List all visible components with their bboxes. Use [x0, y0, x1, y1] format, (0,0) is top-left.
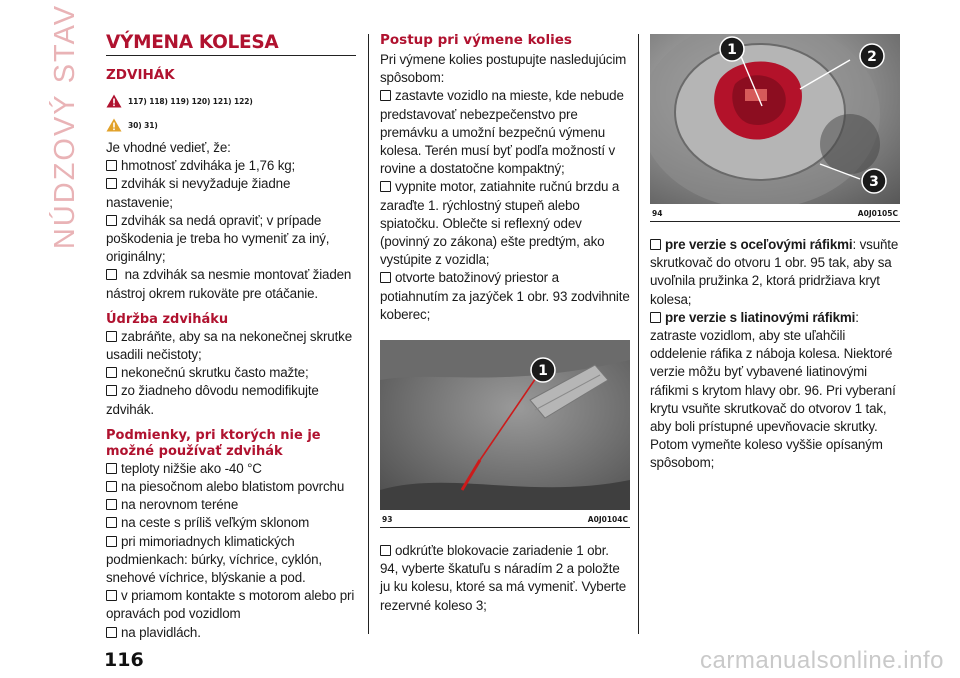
list-item: zabráňte, aby sa na nekonečnej skrutke usadili nečistoty;	[106, 328, 353, 363]
figure-number: 93	[382, 515, 393, 525]
warning-note	[106, 93, 356, 109]
column-divider-2	[638, 34, 639, 634]
procedure-list	[380, 87, 630, 324]
caution-refs: 30) 31)	[128, 120, 158, 130]
page-number: 116	[104, 649, 144, 671]
figure-93-callout: 1	[538, 363, 548, 380]
list-item: otvorte batožinový priestor a potiahnutím za jazýček 1 obr. 93 zodvihnite koberec;	[380, 270, 630, 322]
list-item: nekonečnú skrutku často mažte;	[106, 364, 356, 382]
warning-triangle-icon	[106, 94, 122, 108]
list-item: pre verzie s liatinovými ráfikmi: zatraste vozidlom, aby ste uľahčili oddelenie ráfika z náboja kolesa. Niektoré verzie môžu byť vybavené liatinovými ráfikmi s krytom hlavy obr. 96. Pri vyberaní krytu vsuňte skrutkovač do otvorov 1 tak, aby boli prístupné upevňovacie skrutky. Potom vymeňte koleso vyššie opísaným spôsobom;	[650, 309, 896, 471]
figure-94	[650, 34, 900, 222]
checkbox-bullet-icon	[106, 385, 117, 396]
procedure-intro: Pri výmene kolies postupujte nasledujúcim spôsobom:	[380, 52, 627, 86]
checkbox-bullet-icon	[106, 590, 117, 601]
checkbox-bullet-icon	[106, 269, 117, 280]
list-item: v priamom kontakte s motorom alebo pri opravách pod vozidlom	[106, 588, 355, 622]
figure-94-image	[650, 34, 900, 204]
jack-facts-list	[106, 157, 356, 303]
checkbox-bullet-icon	[106, 160, 117, 171]
list-item: zdvihák sa nedá opraviť; v prípade poškodenia je treba ho vymeniť za iný, originálny;	[106, 212, 330, 265]
figure-93-caption	[380, 510, 630, 527]
list-item: na piesočnom alebo blatistom povrchu	[106, 478, 356, 496]
figure-94-caption	[650, 204, 900, 221]
maintenance-heading: Údržba zdviháku	[106, 311, 229, 327]
caution-triangle-icon	[106, 118, 122, 132]
list-item: teploty nižšie ako -40 °C	[106, 460, 356, 478]
conditions-heading: Podmienky, pri ktorých nie je možné používať zdvihák	[106, 427, 321, 459]
list-item: na nerovnom teréne	[106, 496, 356, 514]
list-item: na plavidlách.	[106, 624, 356, 642]
checkbox-bullet-icon	[106, 178, 117, 189]
column-3	[650, 34, 900, 473]
intro-text: Je vhodné vedieť, že:	[106, 140, 231, 155]
procedure-heading: Postup pri výmene kolies	[380, 32, 572, 48]
checkbox-bullet-icon	[106, 627, 117, 638]
side-tab	[46, 3, 86, 249]
checkbox-bullet-icon	[106, 536, 117, 547]
carpet-tab-illustration	[380, 340, 630, 510]
list-item: zo žiadneho dôvodu nemodifikujte zdvihák.	[106, 383, 319, 417]
column-1	[106, 30, 356, 642]
list-item: pre verzie s oceľovými ráfikmi: vsuňte skrutkovač do otvoru 1 obr. 95 tak, aby sa uvoľnila pružinka 2, ktorá pridržiava kryt kolesa;	[650, 237, 899, 307]
checkbox-bullet-icon	[106, 517, 117, 528]
section-subtitle: ZDVIHÁK	[106, 67, 175, 83]
maintenance-list	[106, 328, 356, 419]
figure-code: A0J0105C	[857, 209, 898, 218]
figure-93	[380, 340, 630, 528]
figure-number: 94	[652, 209, 663, 218]
list-item: zdvihák si nevyžaduje žiadne nastavenie;	[106, 176, 291, 210]
checkbox-bullet-icon	[380, 545, 391, 556]
checkbox-bullet-icon	[650, 312, 661, 323]
list-item: pri mimoriadnych klimatických podmienkach: búrky, víchrice, cyklón, snehové víchrice, blýskanie a pod.	[106, 533, 322, 586]
list-item: hmotnosť zdviháka je 1,76 kg;	[106, 157, 356, 175]
list-item: zastavte vozidlo na mieste, kde nebude predstavovať nebezpečenstvo pre premávku a umožní bezpečnú výmenu kolesa. Terén musí byť podľa možností v rovine a dostatočne kompaktný;	[380, 88, 624, 177]
figure-93-image	[380, 340, 630, 510]
checkbox-bullet-icon	[106, 499, 117, 510]
figure-94-callout-3: 3	[869, 174, 879, 190]
list-item: na zdvihák sa nesmie montovať žiaden nástroj okrem rukoväte pre otáčanie.	[106, 267, 352, 301]
checkbox-bullet-icon	[380, 272, 391, 283]
list-item: odkrúťte blokovacie zariadenie 1 obr. 94, vyberte škatuľu s náradím 2 a položte ju ku kolesu, ktoré sa má vymeniť. Vyberte rezervné koleso 3;	[380, 543, 627, 613]
checkbox-bullet-icon	[106, 215, 117, 226]
figure-code: A0J0104C	[587, 515, 628, 525]
spare-wheel-illustration	[650, 34, 900, 204]
watermark: carmanualsonline.info	[700, 647, 944, 674]
checkbox-bullet-icon	[106, 481, 117, 492]
figure-94-callout-1: 1	[727, 42, 737, 58]
section-title: VÝMENA KOLESA	[106, 32, 356, 56]
checkbox-bullet-icon	[380, 181, 391, 192]
conditions-list	[106, 460, 356, 642]
checkbox-bullet-icon	[106, 463, 117, 474]
side-tab-label: NÚDZOVÝ STAV	[49, 3, 82, 249]
checkbox-bullet-icon	[106, 331, 117, 342]
checkbox-bullet-icon	[650, 239, 661, 250]
column-divider-1	[368, 34, 369, 634]
column-2	[380, 30, 630, 615]
list-item: na ceste s príliš veľkým sklonom	[106, 514, 356, 532]
figure-94-callout-2: 2	[867, 49, 877, 65]
checkbox-bullet-icon	[380, 90, 391, 101]
caution-note	[106, 117, 356, 133]
checkbox-bullet-icon	[106, 367, 117, 378]
list-item: vypnite motor, zatiahnite ručnú brzdu a zaraďte 1. rýchlostný stupeň alebo spiatočku. Oblečte si reflexný odev (povinný zo zákona) ešte predtým, ako vystúpite z vozidla;	[380, 179, 620, 268]
warning-refs: 117) 118) 119) 120) 121) 122)	[128, 96, 253, 106]
